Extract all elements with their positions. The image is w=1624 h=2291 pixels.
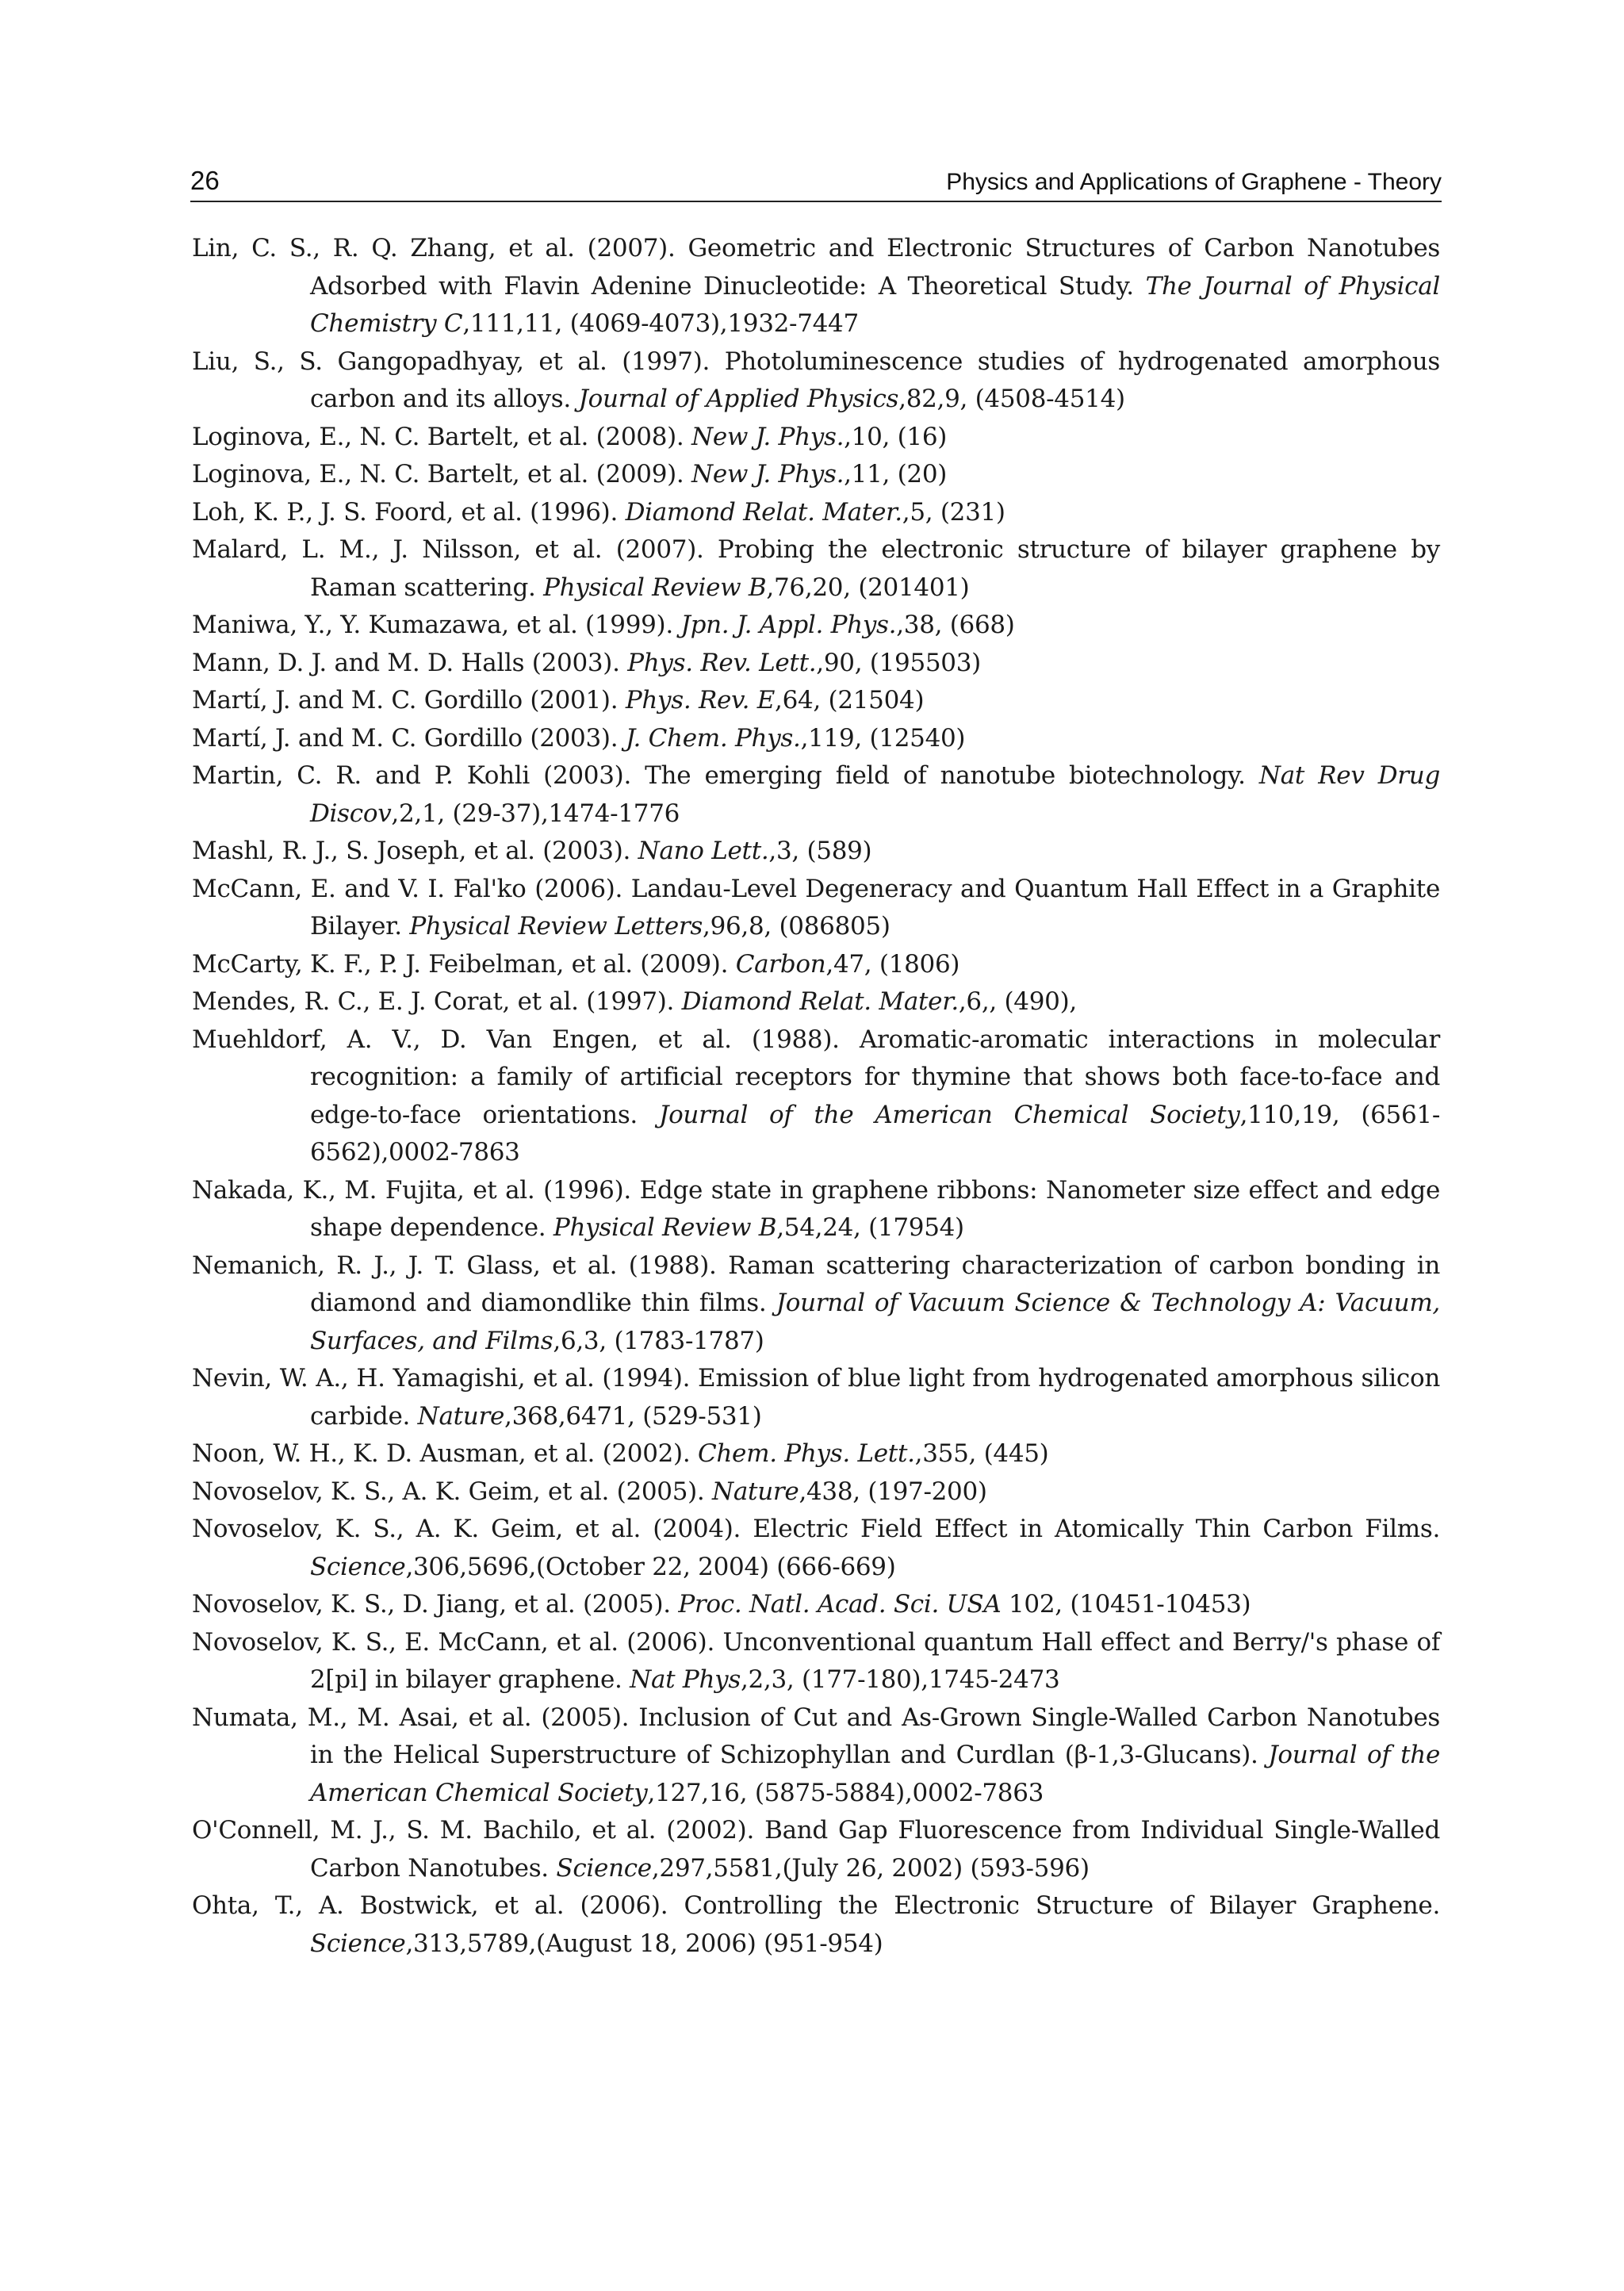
reference-entry [192,419,1440,457]
reference-text: Loginova, E., N. C. Bartelt, et al. (2008). [192,422,692,451]
reference-text: Martí, J. and M. C. Gordillo (2003). [192,723,626,753]
reference-entry [192,1435,1440,1473]
reference-text: Novoselov, K. S., D. Jiang, et al. (2005). [192,1590,679,1619]
reference-journal: Journal of the American Chemical Society [310,1741,1440,1807]
reference-entry [192,230,1440,343]
reference-journal: Journal of the American Chemical Society [658,1100,1240,1129]
reference-journal: Nano Lett. [638,837,769,865]
reference-entry [192,645,1440,683]
reference-journal: New J. Phys. [691,460,845,488]
reference-text: McCann, E. and V. I. Fal'ko (2006). Landau-Level Degeneracy and Quantum Hall Effect in a Graphite Bilayer. [192,874,1440,941]
reference-text: Nemanich, R. J., J. T. Glass, et al. (1988). Raman scattering characterization of carbon bonding in diamond and diamondlike thin films. [192,1251,1440,1317]
reference-text: Numata, M., M. Asai, et al. (2005). Inclusion of Cut and As-Grown Single-Walled Carbon Nanotubes in the Helical Superstructure of Schizophyllan and Curdlan (β-1,3-Glucans). [192,1703,1440,1769]
reference-journal: Proc. Natl. Acad. Sci. USA [678,1590,1002,1619]
reference-entry [192,1247,1440,1361]
reference-journal: Nat Phys [630,1665,741,1694]
reference-journal: Carbon [735,949,826,979]
reference-text: Loginova, E., N. C. Bartelt, et al. (2009). [192,460,692,488]
reference-journal: Journal of Applied Physics [578,385,899,413]
reference-details: ,47, (1806) [825,949,960,979]
reference-journal: Jpn. J. Appl. Phys. [680,611,897,639]
reference-details: ,3, (589) [768,837,872,865]
reference-entry [192,343,1440,419]
reference-details: ,6,3, (1783-1787) [553,1326,764,1355]
reference-details: 102, (10451-10453) [1001,1590,1251,1619]
reference-entry [192,1699,1440,1813]
reference-text: Novoselov, K. S., E. McCann, et al. (2006). Unconventional quantum Hall effect and Berry/'s phase of 2[pi] in bilayer graphene. [192,1627,1440,1694]
reference-details: ,11, (20) [844,460,948,488]
reference-text: Lin, C. S., R. Q. Zhang, et al. (2007). Geometric and Electronic Structures of Carbon Nanotubes Adsorbed with Flavin Adenine Dinucleotide: A Theoretical Study. [192,234,1440,301]
reference-text: Novoselov, K. S., A. K. Geim, et al. (2004). Electric Field Effect in Atomically Thin Carbon Films. [192,1515,1440,1543]
reference-journal: Diamond Relat. Mater. [625,497,902,527]
running-title: Physics and Applications of Graphene - Theory [946,169,1442,195]
reference-list [192,230,1440,1963]
reference-entry [192,720,1440,758]
reference-journal: Science [556,1853,652,1883]
reference-text: Mashl, R. J., S. Joseph, et al. (2003). [192,837,638,865]
reference-text: Loh, K. P., J. S. Foord, et al. (1996). [192,497,626,527]
reference-text: Muehldorf, A. V., D. Van Engen, et al. (1988). Aromatic-aromatic interactions in molecular recognition: a family of artificial receptors for thymine that shows both face-to-face and edge-to-face orientations. [192,1025,1440,1129]
reference-entry [192,531,1440,607]
reference-text: Liu, S., S. Gangopadhyay, et al. (1997). Photoluminescence studies of hydrogenated amorphous carbon and its alloys. [192,347,1440,413]
reference-entry [192,983,1440,1021]
reference-journal: Science [310,1929,406,1958]
reference-entry [192,1021,1440,1172]
reference-details: ,355, (445) [914,1439,1049,1468]
reference-details: ,5, (231) [902,497,1005,527]
reference-journal: Journal of Vacuum Science & Technology A: Vacuum, Surfaces, and Films [310,1289,1440,1355]
reference-entry [192,1586,1440,1624]
reference-text: Nakada, K., M. Fujita, et al. (1996). Edge state in graphene ribbons: Nanometer size effect and edge shape dependence. [192,1175,1440,1242]
reference-journal: Diamond Relat. Mater. [681,987,959,1016]
reference-journal: Nature [712,1477,799,1506]
reference-entry [192,871,1440,946]
reference-journal: Chem. Phys. Lett. [697,1439,915,1468]
reference-details: ,90, (195503) [816,648,981,677]
reference-entry [192,1887,1440,1963]
reference-details: ,438, (197-200) [799,1477,987,1506]
reference-details: ,2,3, (177-180),1745-2473 [740,1665,1060,1694]
reference-journal: Science [310,1552,406,1581]
reference-details: ,10, (16) [844,422,948,451]
reference-journal: The Journal of Physical Chemistry C [310,271,1440,338]
reference-text: Malard, L. M., J. Nilsson, et al. (2007). Probing the electronic structure of bilayer graphene by Raman scattering. [192,535,1440,602]
reference-journal: Physical Review B [553,1213,777,1242]
page-number: 26 [190,166,220,195]
reference-entry [192,833,1440,871]
reference-text: Ohta, T., A. Bostwick, et al. (2006). Controlling the Electronic Structure of Bilayer Graphene. [192,1891,1440,1920]
reference-details: ,368,6471, (529-531) [504,1401,762,1431]
reference-entry [192,1172,1440,1247]
reference-details: ,6,, (490), [958,987,1077,1016]
reference-details: ,64, (21504) [775,686,925,715]
reference-details: ,313,5789,(August 18, 2006) (951-954) [405,1929,883,1958]
reference-entry [192,494,1440,532]
reference-entry [192,456,1440,494]
reference-details: ,119, (12540) [800,723,966,753]
reference-details: ,110,19, (6561-6562),0002-7863 [310,1100,1440,1167]
reference-entry [192,607,1440,645]
reference-text: Martin, C. R. and P. Kohli (2003). The emerging field of nanotube biotechnology. [192,761,1259,790]
reference-details: ,38, (668) [896,611,1015,639]
reference-text: Mann, D. J. and M. D. Halls (2003). [192,648,628,677]
reference-journal: Physical Review B [543,573,767,602]
reference-entry [192,946,1440,984]
reference-details: ,82,9, (4508-4514) [898,385,1125,413]
reference-text: Maniwa, Y., Y. Kumazawa, et al. (1999). [192,611,681,639]
reference-journal: Phys. Rev. E [625,686,776,715]
reference-entry [192,1511,1440,1586]
reference-text: McCarty, K. F., P. J. Feibelman, et al. (2009). [192,949,736,979]
reference-entry [192,1624,1440,1699]
reference-entry [192,757,1440,833]
reference-text: Martí, J. and M. C. Gordillo (2001). [192,686,626,715]
reference-journal: Nature [417,1401,505,1431]
reference-details: ,96,8, (086805) [703,912,891,941]
page-header [190,163,1442,202]
reference-journal: Physical Review Letters [409,912,703,941]
reference-text: Novoselov, K. S., A. K. Geim, et al. (2005). [192,1477,713,1506]
reference-text: Noon, W. H., K. D. Ausman, et al. (2002). [192,1439,698,1468]
reference-details: ,76,20, (201401) [766,573,970,602]
reference-details: ,297,5581,(July 26, 2002) (593-596) [651,1853,1090,1883]
reference-entry [192,1473,1440,1511]
reference-entry [192,1360,1440,1435]
reference-journal: New J. Phys. [691,422,845,451]
reference-details: ,2,1, (29-37),1474-1776 [391,799,680,828]
reference-details: ,54,24, (17954) [776,1213,964,1242]
reference-text: Nevin, W. A., H. Yamagishi, et al. (1994). Emission of blue light from hydrogenated amorphous silicon carbide. [192,1364,1440,1431]
reference-details: ,306,5696,(October 22, 2004) (666-669) [405,1552,896,1581]
reference-details: ,111,11, (4069-4073),1932-7447 [462,309,859,338]
reference-entry [192,1812,1440,1887]
reference-text: Mendes, R. C., E. J. Corat, et al. (1997). [192,987,682,1016]
reference-details: ,127,16, (5875-5884),0002-7863 [647,1778,1044,1807]
reference-text: O'Connell, M. J., S. M. Bachilo, et al. (2002). Band Gap Fluorescence from Individual Single-Walled Carbon Nanotubes. [192,1816,1440,1883]
reference-entry [192,682,1440,720]
reference-journal: Nat Rev Drug Discov [310,761,1440,828]
reference-journal: Phys. Rev. Lett. [627,648,817,677]
reference-journal: J. Chem. Phys. [625,723,801,753]
